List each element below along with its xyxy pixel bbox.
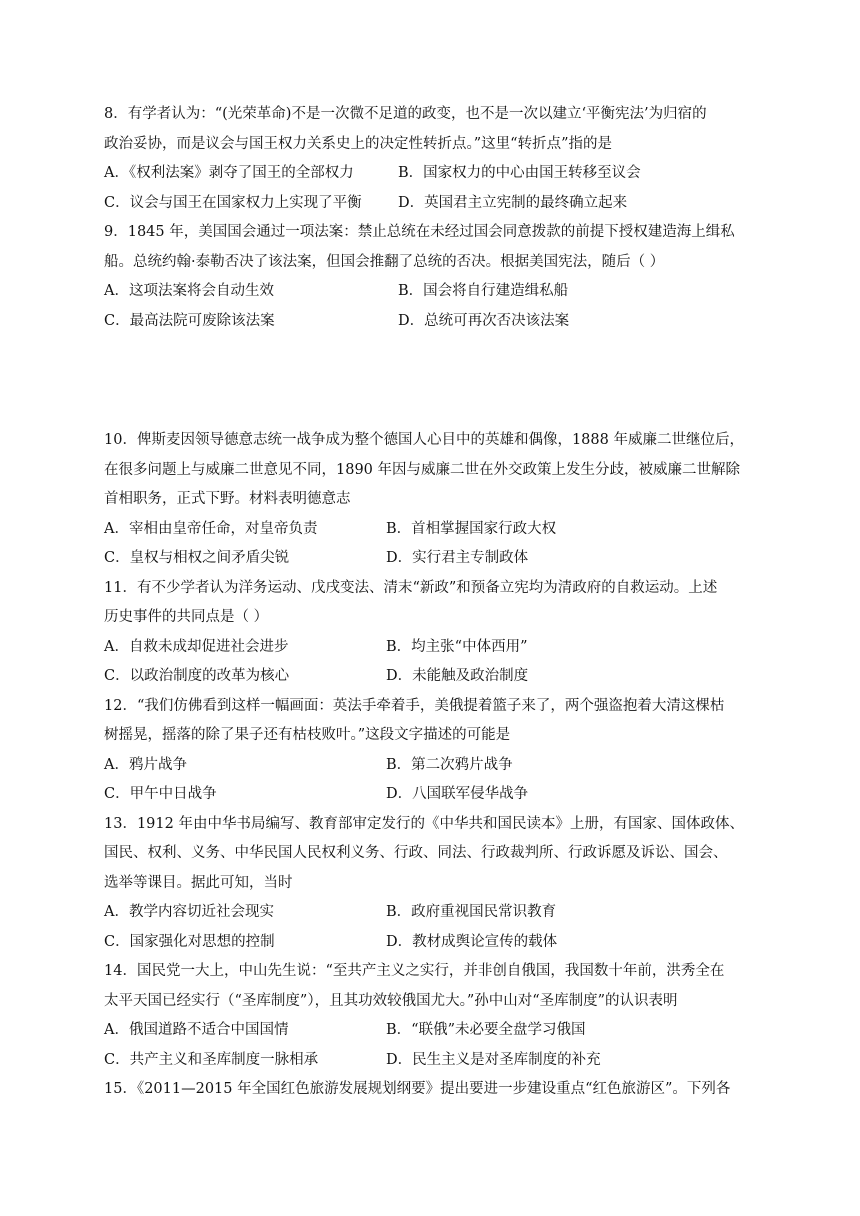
options-row <box>104 780 764 810</box>
question-stem-line: 10．俾斯麦因领导德意志统一战争成为整个德国人心目中的英雄和偶像，1888 年威廉二世继位后， <box>104 432 744 448</box>
question-11 <box>104 574 764 692</box>
option-c: C．共产主义和圣库制度一脉相承 <box>104 1051 319 1068</box>
question-stem-line: 13．1912 年由中华书局编写、教育部审定发行的《中华共和国民读本》上册，有国家、国体政体、 <box>104 815 744 832</box>
option-a: A．鸦片战争 <box>104 756 187 773</box>
option-b: B．第二次鸦片战争 <box>386 756 513 773</box>
question-stem-line: 船。总统约翰·泰勒否决了该法案，但国会推翻了总统的否决。根据美国宪法，随后（ ） <box>104 253 665 270</box>
question-stem-line: 首相职务，正式下野。材料表明德意志 <box>104 491 351 507</box>
question-sheet <box>104 100 764 1105</box>
question-stem-line: 树摇晃，摇落的除了果子还有枯枝败叶。”这段文字描述的可能是 <box>104 727 511 743</box>
option-d: D．八国联军侵华战争 <box>386 786 529 802</box>
question-stem-line: 8．有学者认为：“(光荣革命)不是一次微不足道的政变，也不是一次以建立‘平衡宪法’为归宿的 <box>104 106 707 122</box>
option-d: D．民生主义是对圣库制度的补充 <box>386 1051 601 1068</box>
question-stem-line: 9．1845 年，美国国会通过一项法案：禁止总统在未经过国会同意拨款的前提下授权建造海上缉私 <box>104 224 735 240</box>
question-stem-line: 14．国民党一大上，中山先生说：“至共产主义之实行，并非创自俄国，我国数十年前，洪秀全在 <box>104 963 725 979</box>
option-b: B．国家权力的中心由国王转移至议会 <box>398 165 641 181</box>
options-row <box>104 515 764 545</box>
option-d: D．总统可再次否决该法案 <box>398 312 570 329</box>
options-row <box>104 751 764 781</box>
option-b: B．“联俄”未必要全盘学习俄国 <box>386 1022 586 1038</box>
option-a: A．自救未成却促进社会进步 <box>104 638 289 655</box>
option-a: A．这项法案将会自动生效 <box>104 283 274 299</box>
question-stem-line: 国民、权利、义务、中华民国人民权利义务、行政、同法、行政裁判所、行政诉愿及诉讼、国会、 <box>104 845 728 861</box>
option-a: A．俄国道路不适合中国国情 <box>104 1022 289 1038</box>
option-a: A．教学内容切近社会现实 <box>104 904 274 920</box>
question-stem-line: 15．《2011—2015 年全国红色旅游发展规划纲要》提出要进一步建设重点“红色旅游区”。下列各 <box>104 1081 731 1097</box>
option-c: C．国家强化对思想的控制 <box>104 933 275 950</box>
options-row <box>104 633 764 663</box>
option-d: D．教材成舆论宣传的载体 <box>386 933 558 950</box>
question-stem-line: 太平天国已经实行（“圣库制度”），且其功效较俄国尤大。”孙中山对“圣库制度”的认识表明 <box>104 992 678 1009</box>
question-15 <box>104 1075 764 1105</box>
options-row <box>104 898 764 928</box>
options-row <box>104 307 764 337</box>
options-row <box>104 1046 764 1076</box>
option-b: B．首相掌握国家行政大权 <box>386 520 557 537</box>
option-b: B．国会将自行建造缉私船 <box>398 283 569 299</box>
option-b: B．政府重视国民常识教育 <box>386 904 557 920</box>
options-row <box>104 159 764 189</box>
question-13 <box>104 810 764 958</box>
option-c: C．以政治制度的改革为核心 <box>104 668 290 684</box>
option-d: D．未能触及政治制度 <box>386 668 529 684</box>
option-d: D．实行君主专制政体 <box>386 550 529 566</box>
question-stem-line: 12．“我们仿佛看到这样一幅画面：英法手牵着手，美俄提着篮子来了，两个强盗抱着大清这棵枯 <box>104 697 725 714</box>
question-stem-line: 选举等课目。据此可知，当时 <box>104 874 293 891</box>
option-a: A．宰相由皇帝任命，对皇帝负责 <box>104 520 318 537</box>
options-row <box>104 544 764 574</box>
question-10 <box>104 426 764 574</box>
options-row <box>104 1016 764 1046</box>
question-8 <box>104 100 764 218</box>
option-b: B．均主张“中体西用” <box>386 638 528 655</box>
options-row <box>104 662 764 692</box>
option-d: D．英国君主立宪制的最终确立起来 <box>398 194 628 211</box>
question-9 <box>104 218 764 336</box>
option-c: C．议会与国王在国家权力上实现了平衡 <box>104 194 362 211</box>
blank-space <box>104 336 764 426</box>
question-stem-line: 政治妥协，而是议会与国王权力关系史上的决定性转折点。”这里“转折点”指的是 <box>104 135 612 152</box>
option-c: C．皇权与相权之间矛盾尖锐 <box>104 550 290 566</box>
options-row <box>104 189 764 219</box>
options-row <box>104 928 764 958</box>
question-stem-line: 历史事件的共同点是（ ） <box>104 609 269 625</box>
option-a: A．《权利法案》剥夺了国王的全部权力 <box>104 165 354 181</box>
option-c: C．甲午中日战争 <box>104 786 217 802</box>
question-stem-line: 11．有不少学者认为洋务运动、戊戌变法、清末“新政”和预备立宪均为清政府的自救运动。上述 <box>104 579 718 596</box>
question-stem-line: 在很多问题上与威廉二世意见不同，1890 年因与威廉二世在外交政策上发生分歧，被威廉二世解除 <box>104 461 741 478</box>
question-14 <box>104 957 764 1075</box>
question-12 <box>104 692 764 810</box>
option-c: C．最高法院可废除该法案 <box>104 312 275 329</box>
options-row <box>104 277 764 307</box>
